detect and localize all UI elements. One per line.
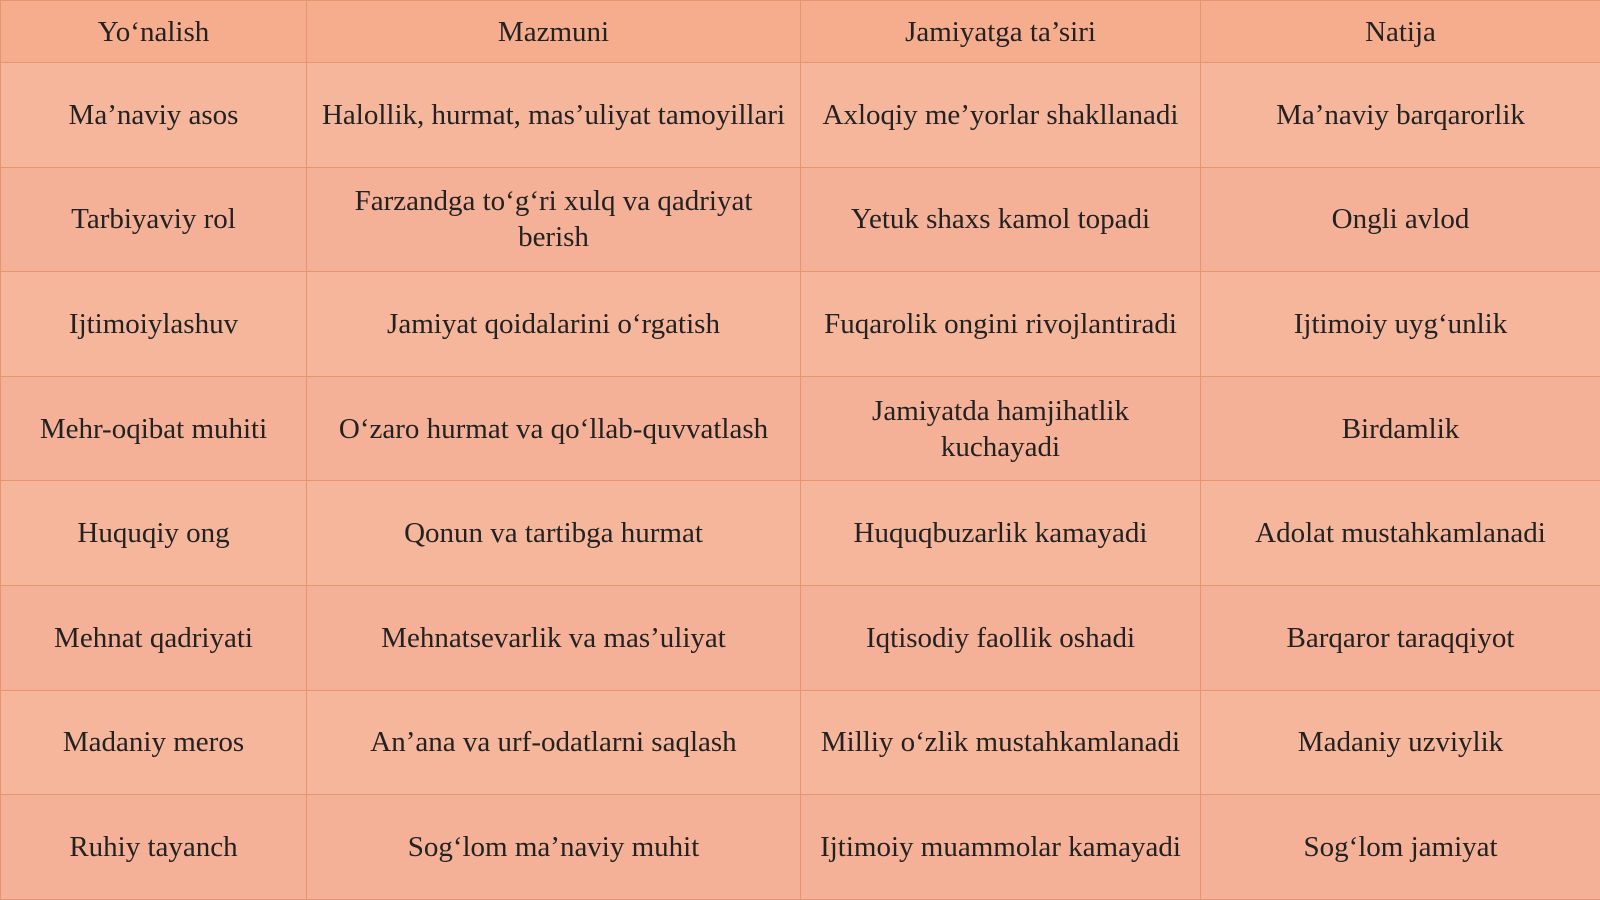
table-cell: Ma’naviy barqarorlik [1201, 63, 1600, 168]
table-cell: Sog‘lom ma’naviy muhit [307, 795, 801, 900]
table-cell: Tarbiyaviy rol [1, 167, 307, 272]
table-row [1, 481, 1600, 586]
table-row [1, 690, 1600, 795]
table-cell: Yetuk shaxs kamol topadi [801, 167, 1201, 272]
table-cell: Ruhiy tayanch [1, 795, 307, 900]
table-cell: Fuqarolik ongini rivojlantiradi [801, 272, 1201, 377]
column-header-jamiyatga-tasiri: Jamiyatga ta’siri [801, 1, 1201, 63]
table-cell: Ma’naviy asos [1, 63, 307, 168]
column-header-yonalish: Yo‘nalish [1, 1, 307, 63]
table-cell: Mehnatsevarlik va mas’uliyat [307, 585, 801, 690]
table-row [1, 63, 1600, 168]
table-cell: Madaniy uzviylik [1201, 690, 1600, 795]
table-row [1, 795, 1600, 900]
table-cell: Ijtimoiy muammolar kamayadi [801, 795, 1201, 900]
table-body [1, 63, 1600, 900]
table-cell: Sog‘lom jamiyat [1201, 795, 1600, 900]
table-cell: Iqtisodiy faollik oshadi [801, 585, 1201, 690]
table-header [1, 1, 1600, 63]
table-cell: Huquqiy ong [1, 481, 307, 586]
table-cell: Farzandga to‘g‘ri xulq va qadriyat berish [307, 167, 801, 272]
table-cell: Mehnat qadriyati [1, 585, 307, 690]
table-cell: Axloqiy me’yorlar shakllanadi [801, 63, 1201, 168]
table-cell: Jamiyat qoidalarini o‘rgatish [307, 272, 801, 377]
table-cell: Birdamlik [1201, 376, 1600, 481]
table-cell: Ongli avlod [1201, 167, 1600, 272]
table-cell: Jamiyatda hamjihatlik kuchayadi [801, 376, 1201, 481]
table-cell: O‘zaro hurmat va qo‘llab-quvvatlash [307, 376, 801, 481]
column-header-mazmuni: Mazmuni [307, 1, 801, 63]
table-cell: Huquqbuzarlik kamayadi [801, 481, 1201, 586]
table-cell: Halollik, hurmat, mas’uliyat tamoyillari [307, 63, 801, 168]
table-cell: Barqaror taraqqiyot [1201, 585, 1600, 690]
table-row [1, 272, 1600, 377]
table-cell: Adolat mustahkamlanadi [1201, 481, 1600, 586]
header-row [1, 1, 1600, 63]
table-row [1, 376, 1600, 481]
column-header-natija: Natija [1201, 1, 1600, 63]
table-cell: Madaniy meros [1, 690, 307, 795]
table-cell: An’ana va urf-odatlarni saqlash [307, 690, 801, 795]
table-cell: Mehr-oqibat muhiti [1, 376, 307, 481]
table-cell: Ijtimoiy uyg‘unlik [1201, 272, 1600, 377]
table-cell: Ijtimoiylashuv [1, 272, 307, 377]
table-row [1, 167, 1600, 272]
table-row [1, 585, 1600, 690]
table-cell: Qonun va tartibga hurmat [307, 481, 801, 586]
table-cell: Milliy o‘zlik mustahkamlanadi [801, 690, 1201, 795]
